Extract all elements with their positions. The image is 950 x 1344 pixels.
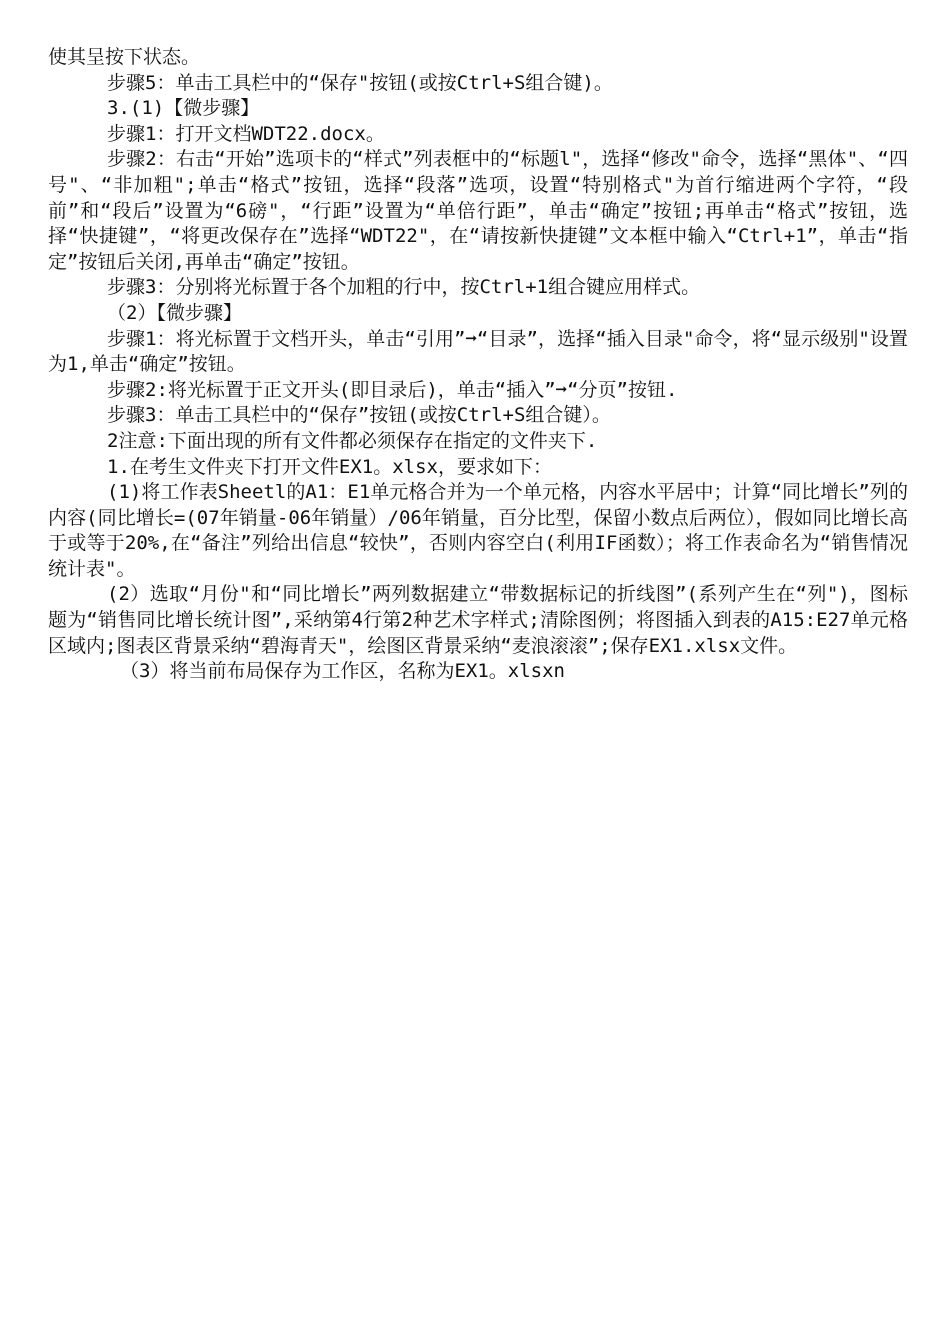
paragraph-step2-pagebreak: 步骤2:将光标置于正文开头(即目录后)，单击“插入”➞“分页”按钮. (107, 378, 678, 401)
paragraph-section-2-heading: （2）【微步骤】 (107, 301, 242, 324)
document-body (48, 45, 908, 685)
paragraph-step3-save: 步骤3：单击工具栏中的“保存”按钮(或按Ctrl+S组合键）。 (107, 404, 611, 427)
paragraph-step1-open: 步骤1：打开文档WDT22.docx。 (107, 122, 385, 145)
paragraph-excel-req-1: (1)将工作表Sheetl的A1：E1单元格合并为一个单元格，内容水平居中；计算“同比增长”列的内容(同比增长=(07年销量-06年销量）/06年销量，百分比型，保留小数点后两位），假如同比增长高于或等于20%,在“备注”列给出信息“较快”，否则内容空白(利用IF函数）；将工作表命名为“销售情况统计表"。 (48, 481, 908, 580)
paragraph-step2-style: 步骤2：右击“开始”选项卡的“样式”列表框中的“标题l"，选择“修改"命令，选择“黑体"、“四号"、“非加粗";单击“格式”按钮，选择“段落”选项，设置“特别格式"为首行缩进两个字符，“段前”和“段后”设置为“6磅"，“行距”设置为“单倍行距”，单击“确定”按钮;再单击“格式”按钮，选择“快捷键”，“将更改保存在”选择“WDT22"，在“请按新快捷键”文本框中输入“Ctrl+1”，单击“指定”按钮后关闭,再单击“确定”按钮。 (48, 148, 908, 273)
paragraph-note: 2注意:下面出现的所有文件都必须保存在指定的文件夹下. (107, 429, 598, 452)
paragraph-step3-apply: 步骤3：分别将光标置于各个加粗的行中，按Ctrl+1组合键应用样式。 (107, 276, 701, 299)
paragraph-excel-req-3: （3）将当前布局保存为工作区，名称为EX1。xlsxn (120, 660, 565, 683)
paragraph-excel-task: 1.在考生文件夹下打开文件EX1。xlsx，要求如下： (107, 455, 552, 478)
paragraph-excel-req-2: (2）选取“月份"和“同比增长”两列数据建立“带数据标记的折线图”(系列产生在“列")，图标题为“销售同比增长统计图”,采纳第4行第2种艺术字样式;清除图例；将图插入到表的A15:E27单元格区域内;图表区背景采纳“碧海青天"，绘图区背景采纳“麦浪滚滚”;保存EX1.xlsx文件。 (48, 583, 908, 657)
paragraph-step5-save: 步骤5：单击工具栏中的“保存"按钮(或按Ctrl+S组合键)。 (107, 71, 613, 94)
paragraph-continuation: 使其呈按下状态。 (48, 46, 201, 68)
paragraph-section-3-1-heading: 3.(1)【微步骤】 (107, 97, 260, 120)
paragraph-step1-toc: 步骤1：将光标置于文档开头，单击“引用”➞“目录”，选择“插入目录"命令，将“显示级别"设置为1,单击“确定”按钮。 (48, 327, 908, 376)
